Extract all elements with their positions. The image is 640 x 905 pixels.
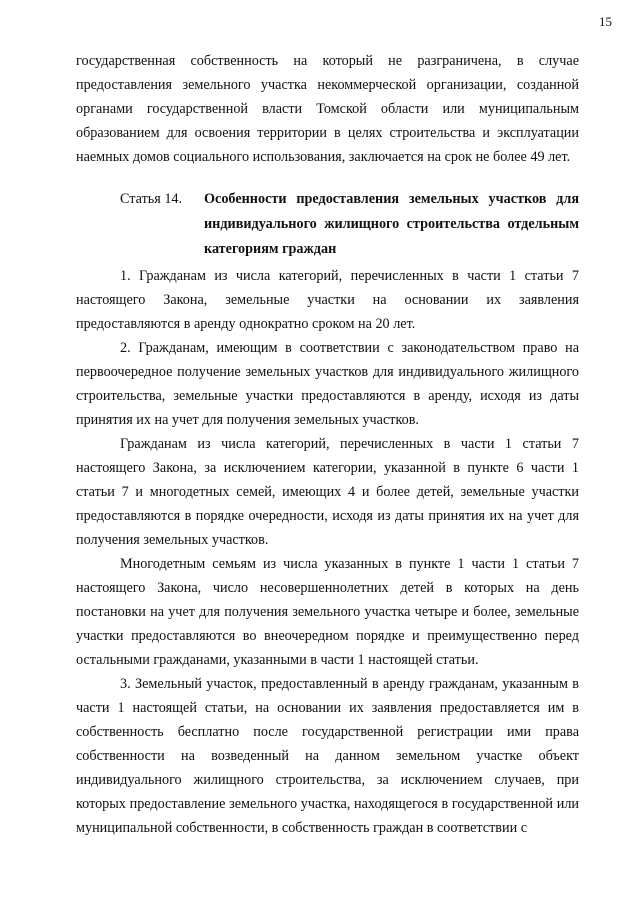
page-number: 15 xyxy=(599,14,612,29)
paragraph-continuation: государственная собственность на который не разграничена, в случае предоставления земельного участка некоммерческой организации, созданной органами государственной власти Томской области или муниципальным образованием для освоения территории в целях строительства и эксплуатации наемных домов социального использования, заключается на срок не более 49 лет. xyxy=(76,53,579,165)
article-heading xyxy=(76,187,579,262)
paragraph-1: 1. Гражданам из числа категорий, перечисленных в части 1 статьи 7 настоящего Закона, земельные участки на основании их заявления предоставляются в аренду однократно сроком на 20 лет. xyxy=(76,268,579,332)
article-title: Особенности предоставления земельных участков для индивидуального жилищного строительства отдельным категориям граждан xyxy=(204,191,579,257)
article-number: Статья 14. xyxy=(120,191,183,207)
paragraph-4: Многодетным семьям из числа указанных в пункте 1 части 1 статьи 7 настоящего Закона, число несовершеннолетних детей в которых на день постановки на учет для получения земельного участка четыре и более, земельные участки предоставляются во внеочередном порядке и преимущественно перед остальными гражданами, указанными в части 1 настоящей статьи. xyxy=(76,556,579,668)
document-body xyxy=(76,49,579,840)
paragraph-5: 3. Земельный участок, предоставленный в аренду гражданам, указанным в части 1 настоящей статьи, на основании их заявления предоставляется им в собственность бесплатно после государственной регистрации ими права собственности на возведенный на данном земельном участке объект индивидуального жилищного строительства, за исключением случаев, при которых предоставление земельного участка, находящегося в государственной или муниципальной собственности, в собственность граждан в соответствии с xyxy=(76,676,579,836)
paragraph-2: 2. Гражданам, имеющим в соответствии с законодательством право на первоочередное получение земельных участков для индивидуального жилищного строительства, земельные участки предоставляются в аренду, исходя из даты принятия их на учет для получения земельных участков. xyxy=(76,340,579,428)
paragraph-3: Гражданам из числа категорий, перечисленных в части 1 статьи 7 настоящего Закона, за исключением категории, указанной в пункте 6 части 1 статьи 7 и многодетных семей, имеющих 4 и более детей, земельные участки предоставляются в порядке очередности, исходя из даты принятия их на учет для получения земельных участков. xyxy=(76,436,579,548)
